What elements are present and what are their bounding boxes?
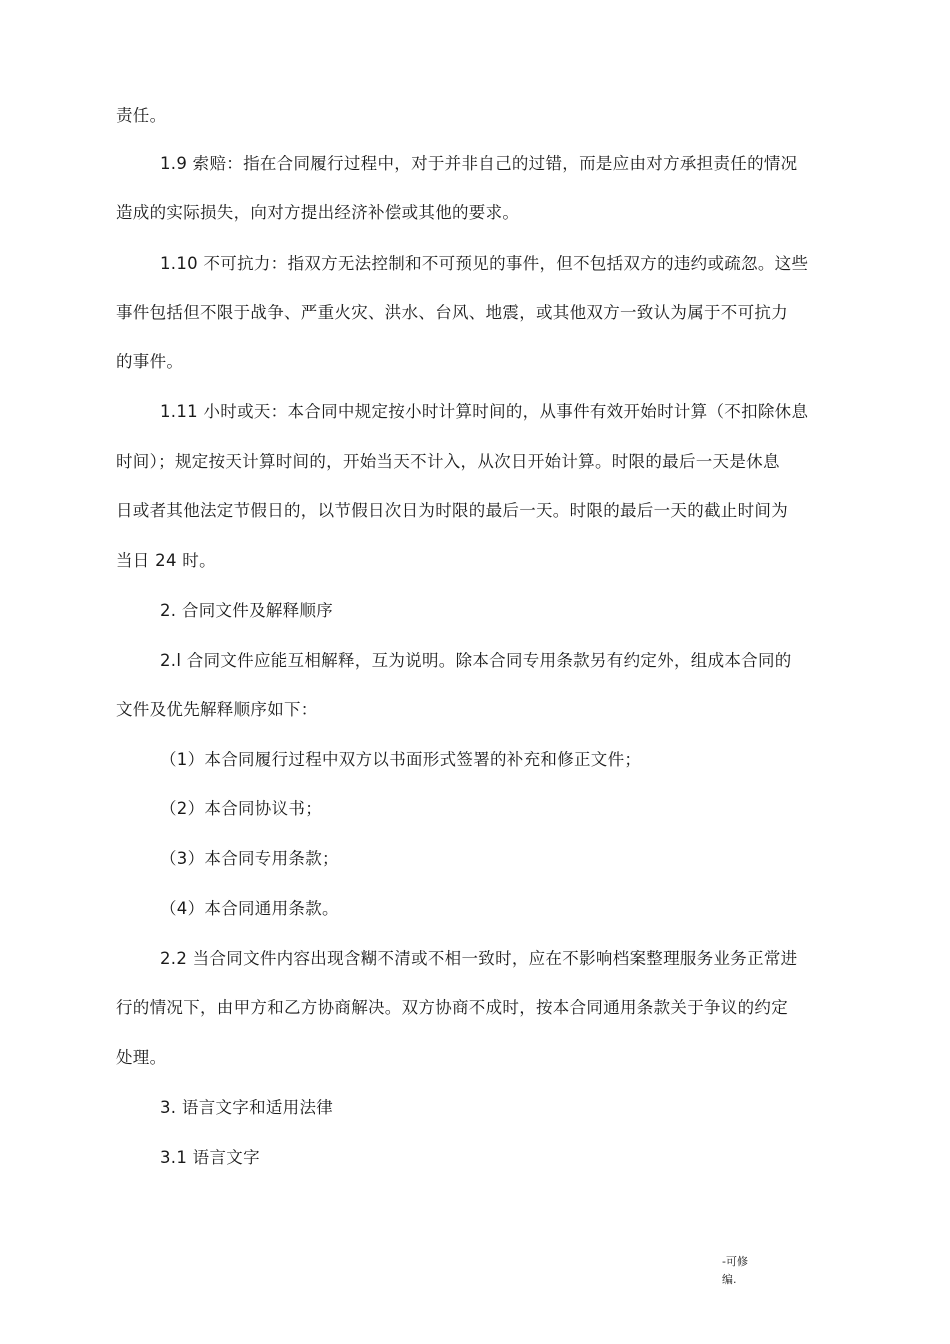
section-heading-2: 2. 合同文件及解释顺序 <box>160 601 334 620</box>
text-line: 时间）；规定按天计算时间的，开始当天不计入，从次日开始计算。时限的最后一天是休息 <box>116 452 780 471</box>
list-item: （4）本合同通用条款。 <box>160 899 339 918</box>
text-line: 造成的实际损失，向对方提出经济补偿或其他的要求。 <box>116 203 520 222</box>
footer-line: -可修 <box>722 1255 748 1268</box>
text-line: 责任。 <box>116 106 167 125</box>
text-line: 事件包括但不限于战争、严重火灾、洪水、台风、地震，或其他双方一致认为属于不可抗力 <box>116 303 788 322</box>
text-line: 当日 24 时。 <box>116 551 216 570</box>
clause-1-10: 1.10 不可抗力：指双方无法控制和不可预见的事件，但不包括双方的违约或疏忽。这些 <box>160 254 809 273</box>
clause-3-1: 3.1 语言文字 <box>160 1148 260 1167</box>
clause-1-11: 1.11 小时或天：本合同中规定按小时计算时间的，从事件有效开始时计算（不扣除休息 <box>160 402 809 421</box>
clause-2-1: 2.l 合同文件应能互相解释，互为说明。除本合同专用条款另有约定外，组成本合同的 <box>160 651 792 670</box>
footer-line: 编. <box>722 1273 737 1286</box>
text-line: 行的情况下，由甲方和乙方协商解决。双方协商不成时，按本合同通用条款关于争议的约定 <box>116 998 788 1017</box>
section-heading-3: 3. 语言文字和适用法律 <box>160 1098 334 1117</box>
text-line: 处理。 <box>116 1048 167 1067</box>
list-item: （2）本合同协议书； <box>160 799 322 818</box>
text-line: 日或者其他法定节假日的，以节假日次日为时限的最后一天。时限的最后一天的截止时间为 <box>116 501 788 520</box>
list-item: （1）本合同履行过程中双方以书面形式签署的补充和修正文件； <box>160 750 642 769</box>
page-footer <box>722 1253 748 1289</box>
clause-2-2: 2.2 当合同文件内容出现含糊不清或不相一致时，应在不影响档案整理服务业务正常进 <box>160 949 798 968</box>
list-item: （3）本合同专用条款； <box>160 849 339 868</box>
text-line: 的事件。 <box>116 352 184 371</box>
text-line: 文件及优先解释顺序如下： <box>116 700 318 719</box>
clause-1-9: 1.9 索赔：指在合同履行过程中，对于并非自己的过错，而是应由对方承担责任的情况 <box>160 154 798 173</box>
